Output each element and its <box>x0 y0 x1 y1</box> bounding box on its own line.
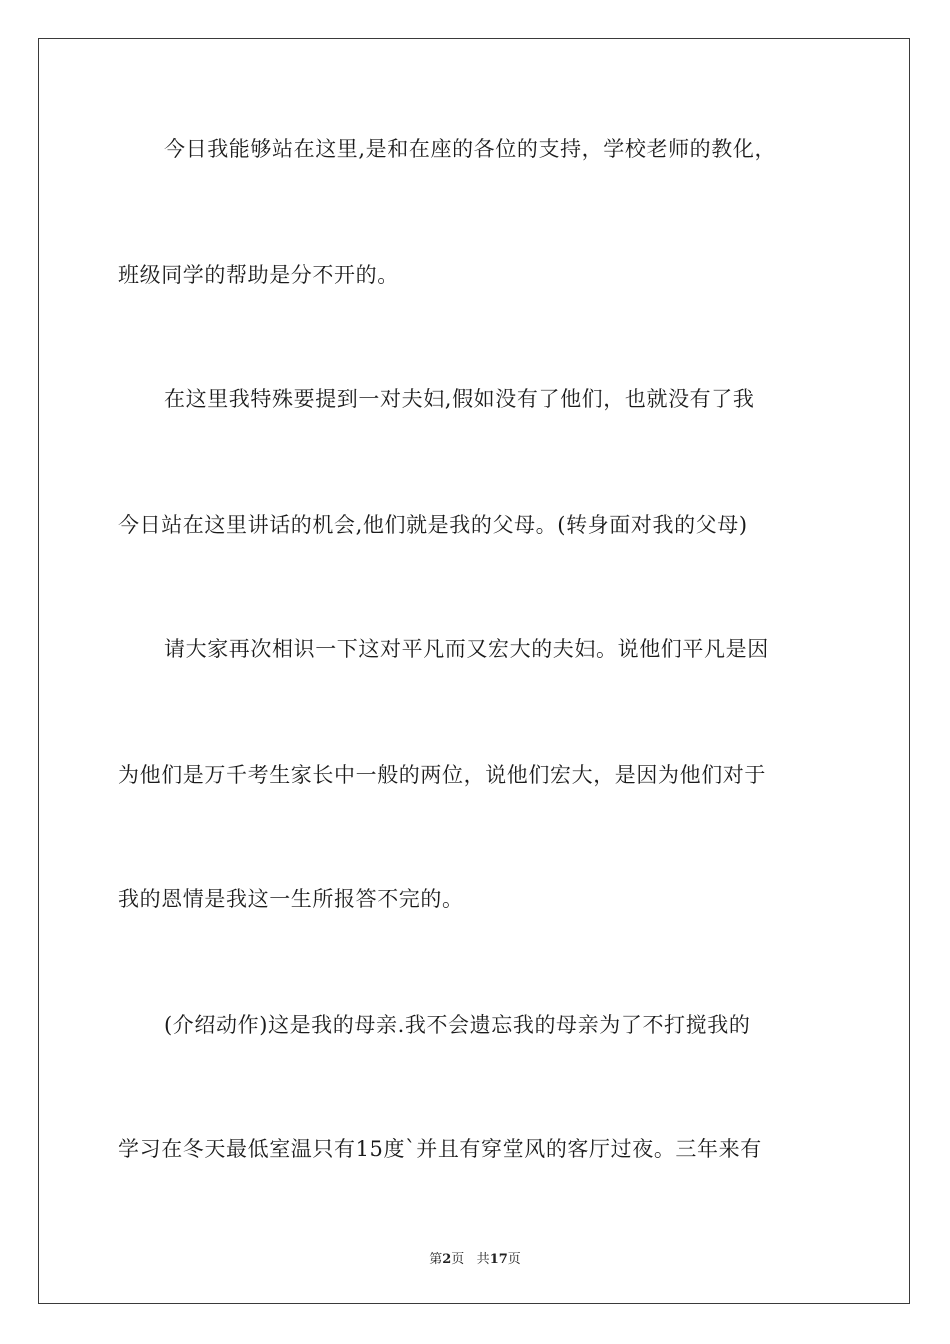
page-border <box>38 38 910 1304</box>
paragraph-4-line-1: (介绍动作)这是我的母亲.我不会遗忘我的母亲为了不打搅我的 <box>164 1013 751 1037</box>
footer-page-suffix: 页 <box>451 1252 465 1267</box>
page-footer <box>0 1248 950 1267</box>
footer-total-prefix: 共 <box>476 1252 490 1267</box>
footer-page-number: 2 <box>442 1252 452 1267</box>
paragraph-2-line-2: 今日站在这里讲话的机会,他们就是我的父母。(转身面对我的父母) <box>118 513 748 537</box>
paragraph-3-line-3: 我的恩情是我这一生所报答不完的。 <box>118 887 464 911</box>
footer-total-suffix: 页 <box>507 1252 521 1267</box>
paragraph-3-line-1: 请大家再次相识一下这对平凡而又宏大的夫妇。说他们平凡是因 <box>164 637 769 661</box>
paragraph-1-line-2: 班级同学的帮助是分不开的。 <box>118 263 399 287</box>
paragraph-4-line-2: 学习在冬天最低室温只有15度`并且有穿堂风的客厅过夜。三年来有 <box>118 1137 762 1161</box>
footer-page-prefix: 第 <box>429 1252 443 1267</box>
footer-total-pages: 17 <box>489 1252 508 1267</box>
paragraph-3-line-2: 为他们是万千考生家长中一般的两位，说他们宏大，是因为他们对于 <box>118 763 766 787</box>
paragraph-1-line-1: 今日我能够站在这里,是和在座的各位的支持，学校老师的教化， <box>164 137 777 161</box>
paragraph-2-line-1: 在这里我特殊要提到一对夫妇,假如没有了他们，也就没有了我 <box>164 387 755 411</box>
